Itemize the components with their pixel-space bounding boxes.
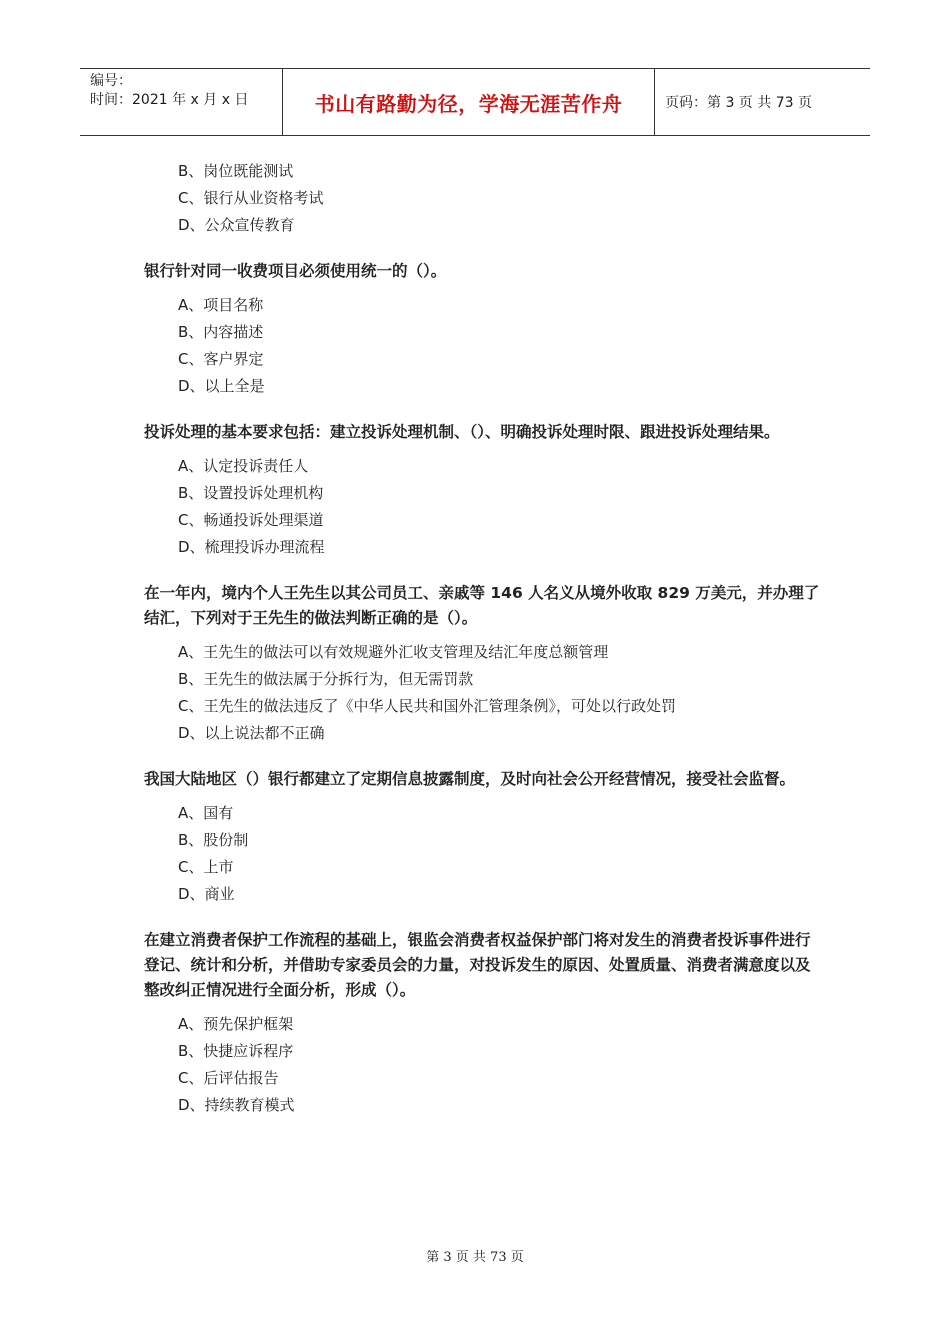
question-text: 在一年内，境内个人王先生以其公司员工、亲戚等 146 人名义从境外收取 829 万美元，并办理了结汇，下列对于王先生的做法判断正确的是（）。	[144, 584, 820, 627]
option-item: D、以上说法都不正确	[178, 724, 325, 742]
question-text: 银行针对同一收费项目必须使用统一的（）。	[144, 262, 447, 280]
option-item: D、以上全是	[178, 377, 265, 395]
question-block	[144, 420, 824, 561]
question-list	[144, 158, 824, 1119]
option-item: B、设置投诉处理机构	[178, 484, 324, 502]
option-item: C、上市	[178, 858, 234, 876]
question-text: 在建立消费者保护工作流程的基础上，银监会消费者权益保护部门将对发生的消费者投诉事件进行登记、统计和分析，并借助专家委员会的力量，对投诉发生的原因、处置质量、消费者满意度以及整改纠正情况进行全面分析，形成（）。	[144, 931, 811, 999]
page-footer: 第 3 页 共 73 页	[426, 1250, 524, 1265]
option-item: C、后评估报告	[178, 1069, 279, 1087]
option-item: D、商业	[178, 885, 235, 903]
option-item: A、预先保护框架	[178, 1015, 294, 1033]
option-item: A、认定投诉责任人	[178, 457, 309, 475]
question-block	[144, 767, 824, 908]
option-item: C、王先生的做法违反了《中华人民共和国外汇管理条例》，可处以行政处罚	[178, 697, 676, 715]
question-text: 投诉处理的基本要求包括：建立投诉处理机制、（）、明确投诉处理时限、跟进投诉处理结果。	[144, 423, 780, 441]
header-motto: 书山有路勤为径，学海无涯苦作舟	[282, 69, 655, 135]
time-label: 时间：2021 年 x 月 x 日	[90, 92, 249, 108]
option-item: B、快捷应诉程序	[178, 1042, 294, 1060]
option-item: D、公众宣传教育	[178, 216, 295, 234]
option-item: B、岗位既能测试	[178, 162, 294, 180]
question-block	[144, 259, 824, 400]
header-page-info: 页码：第 3 页 共 73 页	[665, 95, 812, 111]
option-item: C、客户界定	[178, 350, 264, 368]
question-block	[144, 928, 824, 1119]
number-label: 编号：	[90, 73, 132, 89]
question-block	[144, 581, 824, 747]
option-item: C、畅通投诉处理渠道	[178, 511, 324, 529]
header-meta	[80, 69, 282, 135]
option-item: A、国有	[178, 804, 234, 822]
option-item: A、王先生的做法可以有效规避外汇收支管理及结汇年度总额管理	[178, 643, 609, 661]
continued-options	[144, 158, 824, 239]
option-item: D、梳理投诉办理流程	[178, 538, 325, 556]
option-item: D、持续教育模式	[178, 1096, 295, 1114]
question-text: 我国大陆地区（）银行都建立了定期信息披露制度，及时向社会公开经营情况，接受社会监督。	[144, 770, 796, 788]
option-item: B、王先生的做法属于分拆行为，但无需罚款	[178, 670, 474, 688]
option-item: B、内容描述	[178, 323, 264, 341]
document-header	[80, 68, 870, 136]
option-item: C、银行从业资格考试	[178, 189, 324, 207]
option-item: B、股份制	[178, 831, 249, 849]
option-item: A、项目名称	[178, 296, 264, 314]
